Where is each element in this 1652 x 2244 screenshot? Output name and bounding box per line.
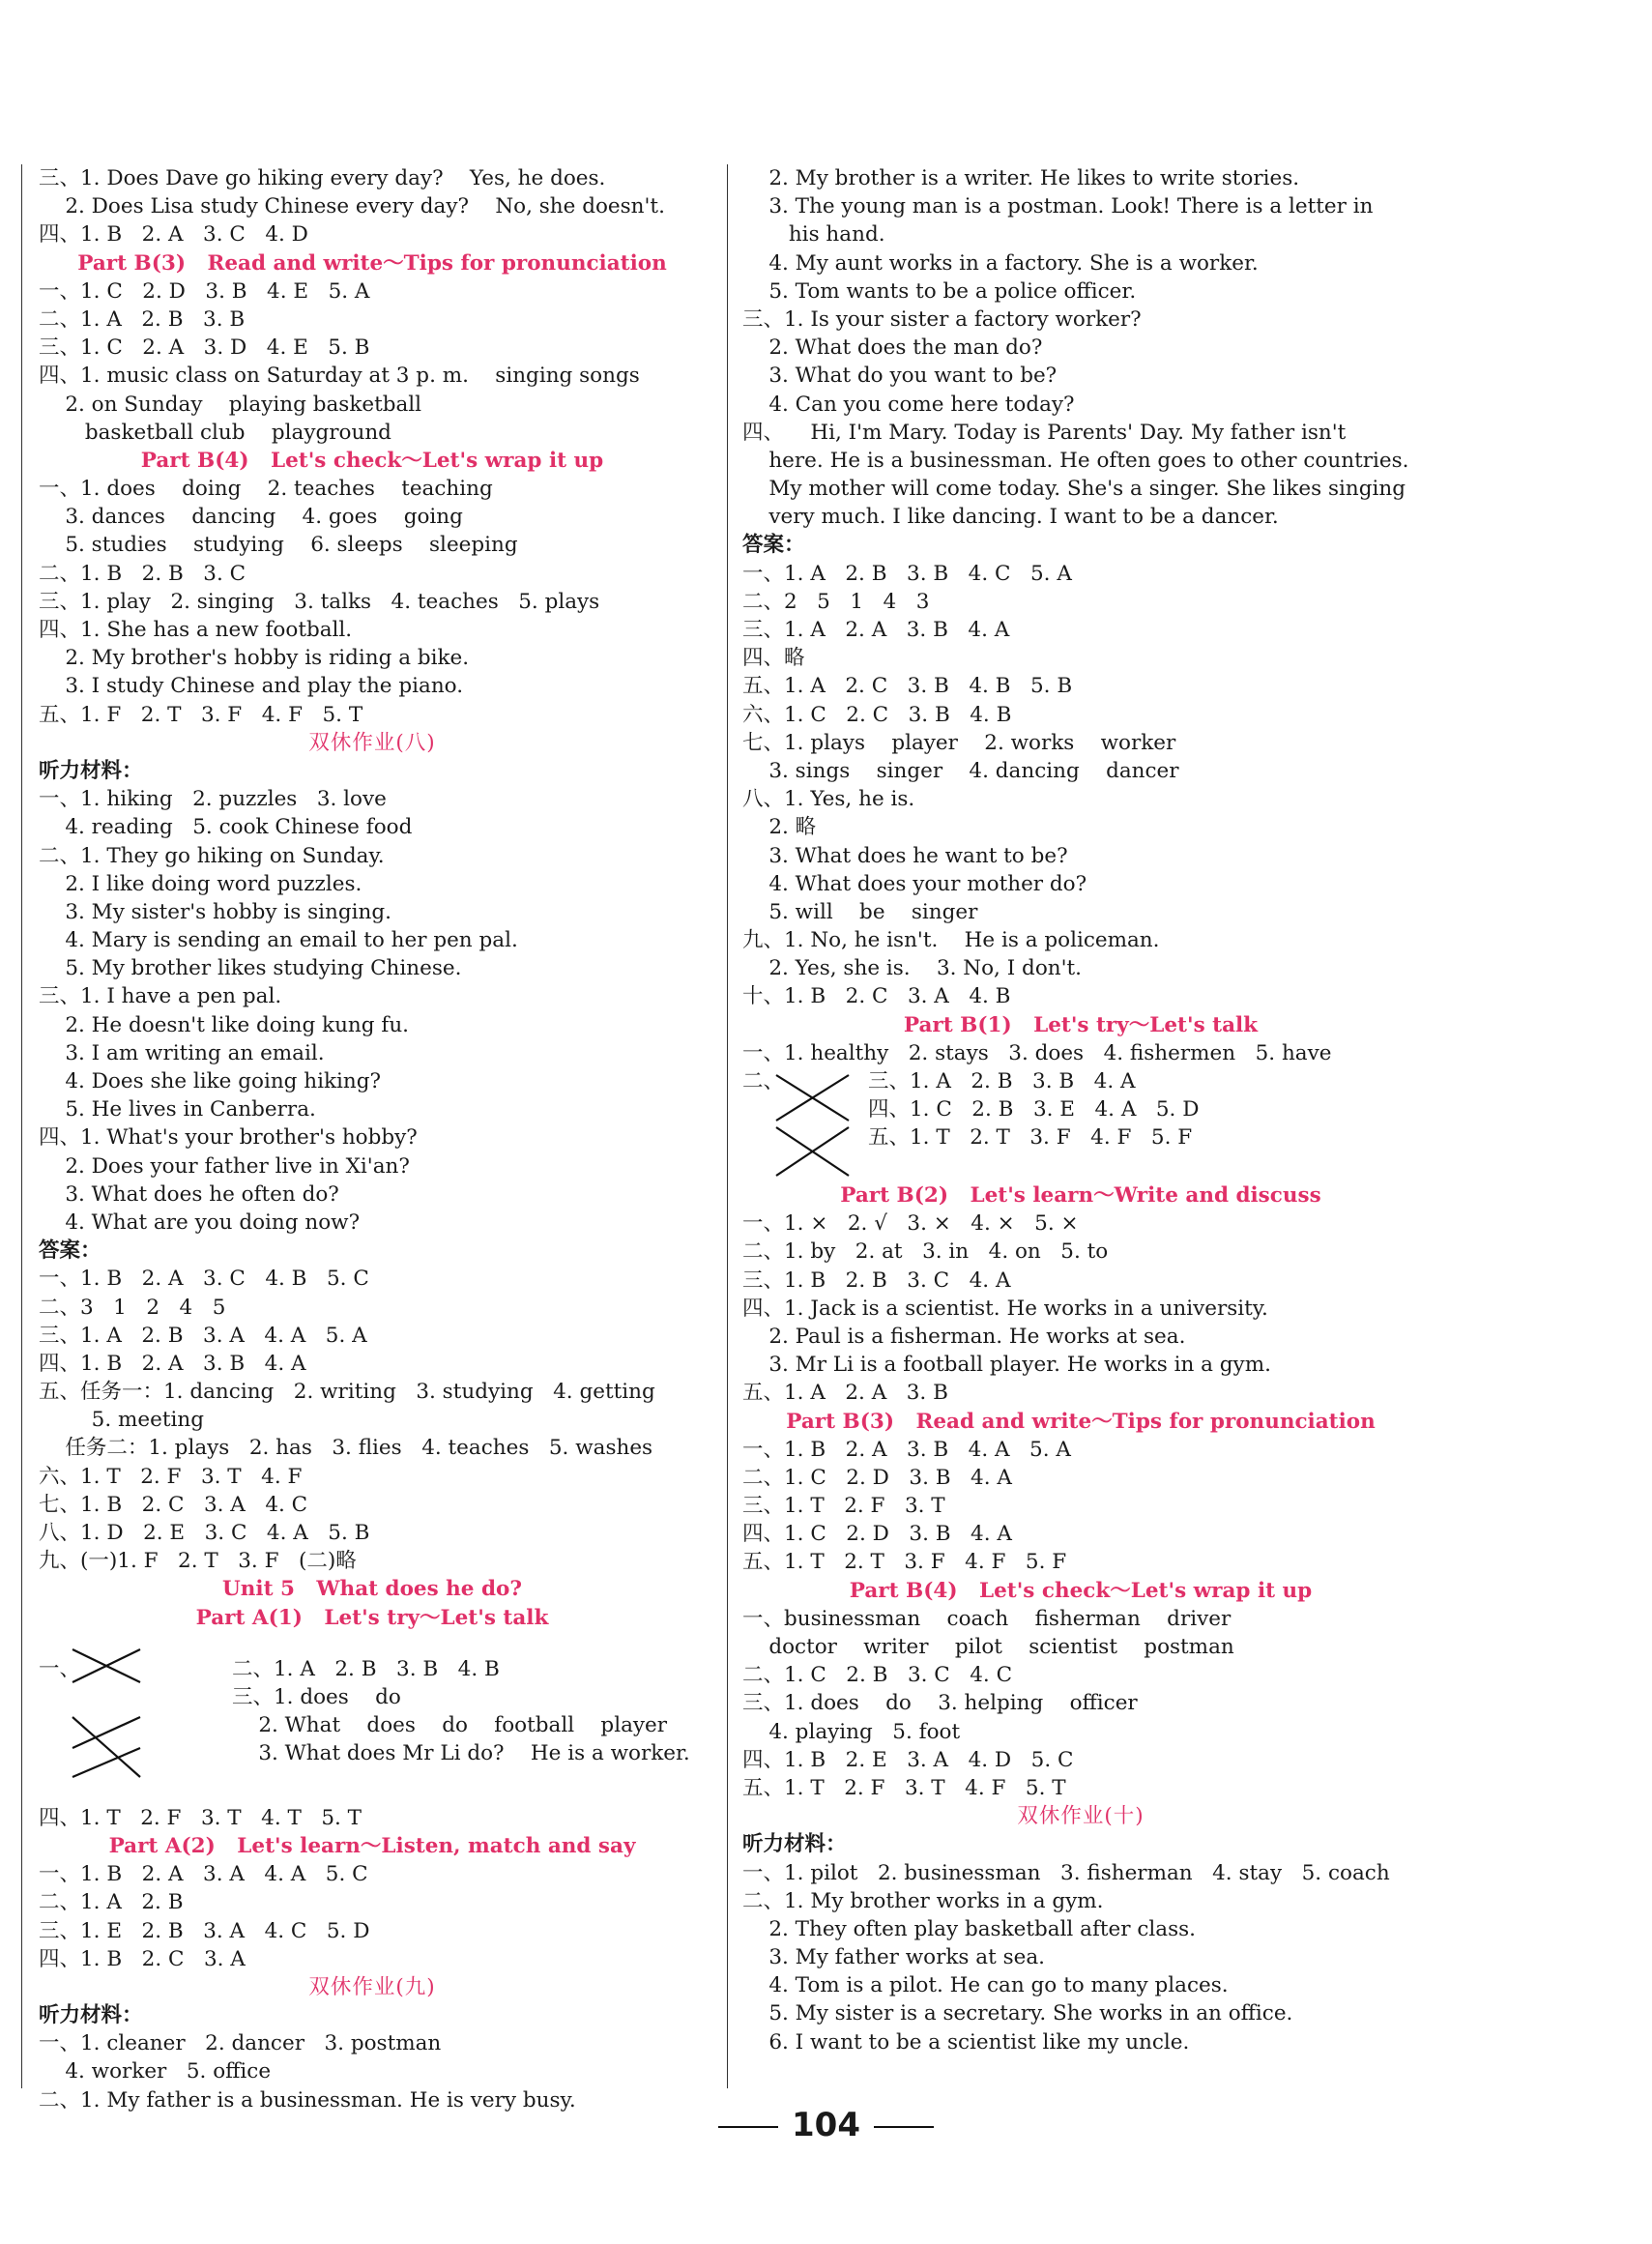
right-column <box>742 164 1419 2056</box>
answer-line: 三、1. Is your sister a factory worker? <box>742 306 1142 332</box>
answer-line: 3. I study Chinese and play the piano. <box>39 674 464 699</box>
answer-line: 一、1. does doing 2. teaches teaching <box>39 477 493 502</box>
answer-line: 四、1. C 2. B 3. E 4. A 5. D <box>868 1097 1200 1122</box>
section-label: 听力材料： <box>39 758 143 783</box>
answer-line: 3. My sister's hobby is singing. <box>39 899 391 924</box>
answer-line: 二、1. A 2. B <box>39 1890 184 1915</box>
answer-line: 三、1. A 2. A 3. B 4. A <box>742 618 1010 642</box>
answer-line: 六、1. T 2. F 3. T 4. F <box>39 1464 303 1489</box>
answer-line: 2. They often play basketball after class. <box>742 1916 1197 1941</box>
page-number: 104 <box>0 2106 1652 2144</box>
answer-line: 五、1. T 2. T 3. F 4. F 5. F <box>742 1550 1067 1575</box>
answer-line: 四、1. Jack is a scientist. He works in a university. <box>742 1296 1268 1321</box>
answer-line: 5. will be singer <box>742 899 978 924</box>
answer-line: 2. I like doing word puzzles. <box>39 871 362 896</box>
answer-line: 3. What does Mr Li do? He is a worker. <box>232 1741 690 1766</box>
match-line <box>72 1717 140 1748</box>
answer-line: 任务二：1. plays 2. has 3. flies 4. teaches 5. washes <box>39 1436 653 1461</box>
answer-line: 一、businessman coach fisherman driver <box>742 1606 1232 1631</box>
answer-line: 4. worker 5. office <box>39 2059 272 2084</box>
answer-line: 一、1. healthy 2. stays 3. does 4. fishermen 5. have <box>742 1040 1332 1065</box>
answer-line: 3. Mr Li is a football player. He works in a gym. <box>742 1353 1271 1378</box>
answer-line: 2. on Sunday playing basketball <box>39 392 422 417</box>
matching-lines-graphic <box>771 1067 878 1181</box>
section-heading: Part A(1) Let's try～Let's talk <box>195 1605 549 1630</box>
answer-line: 三、1. Does Dave go hiking every day? Yes, he does. <box>39 166 606 190</box>
section-heading: Part B(3) Read and write～Tips for pronunciation <box>786 1409 1376 1434</box>
homework-title: 双休作业(九) <box>308 1974 436 1999</box>
answer-line: 2. Paul is a fisherman. He works at sea. <box>742 1324 1186 1349</box>
answer-line: 八、1. D 2. E 3. C 4. A 5. B <box>39 1521 370 1545</box>
match-line <box>72 1748 140 1777</box>
answer-line: 九、(一)1. F 2. T 3. F (二)略 <box>39 1549 357 1574</box>
answer-line: 二、1. They go hiking on Sunday. <box>39 843 385 868</box>
answer-line: 三、1. does do 3. helping officer <box>742 1691 1138 1716</box>
answer-line: 4. Can you come here today? <box>742 392 1075 417</box>
answer-line: doctor writer pilot scientist postman <box>742 1635 1234 1659</box>
answer-line: 四、1. B 2. C 3. A <box>39 1946 246 1971</box>
answer-line: 5. meeting <box>39 1408 204 1433</box>
section-heading: Part B(2) Let's learn～Write and discuss <box>840 1183 1321 1208</box>
answer-line: 三、1. I have a pen pal. <box>39 984 282 1009</box>
answer-line: 五、任务一：1. dancing 2. writing 3. studying 4. getting <box>39 1380 655 1405</box>
unit5-matching-block <box>39 1632 706 1804</box>
homework-title: 双休作业(十) <box>1017 1804 1145 1829</box>
matching-label: 二、 <box>742 1069 785 1093</box>
answer-line: 二、1. C 2. B 3. C 4. C <box>742 1663 1013 1688</box>
answer-line: 2. Does your father live in Xi'an? <box>39 1153 410 1179</box>
section-label: 答案： <box>742 533 805 558</box>
answer-line: 一、1. B 2. A 3. C 4. B 5. C <box>39 1267 369 1292</box>
answer-line: 4. Does she like going hiking? <box>39 1069 382 1093</box>
answer-line: 一、1. B 2. A 3. A 4. A 5. C <box>39 1862 368 1887</box>
answer-line: basketball club playground <box>39 420 391 445</box>
section-label: 听力材料： <box>39 2003 143 2028</box>
answer-line: 三、1. T 2. F 3. T <box>742 1494 945 1519</box>
answer-line: 一、1. B 2. A 3. B 4. A 5. A <box>742 1437 1071 1462</box>
answer-line: 2. He doesn't like doing kung fu. <box>39 1012 410 1037</box>
answer-line: 3. What does he often do? <box>39 1181 339 1207</box>
answer-line: 十、1. B 2. C 3. A 4. B <box>742 984 1011 1009</box>
answer-line: 八、1. Yes, he is. <box>742 787 915 812</box>
answer-line: 3. dances dancing 4. goes going <box>39 505 463 530</box>
answer-line: 2. Does Lisa study Chinese every day? No, she doesn't. <box>39 194 665 219</box>
answer-line: very much. I like dancing. I want to be a dancer. <box>742 505 1279 530</box>
section-heading: Part B(1) Let's try～Let's talk <box>903 1012 1259 1037</box>
answer-line: 四、1. C 2. D 3. B 4. A <box>742 1522 1012 1547</box>
section-label: 答案： <box>39 1239 101 1264</box>
answer-line: 5. He lives in Canberra. <box>39 1097 316 1122</box>
answer-line: 2. What does do football player <box>232 1713 668 1738</box>
answer-line: 二、1. My father is a businessman. He is very busy. <box>39 2087 576 2113</box>
answer-line: 4. My aunt works in a factory. She is a worker. <box>742 250 1259 276</box>
answer-line: 二、1. A 2. B 3. B <box>39 306 246 332</box>
match-line <box>72 1717 140 1777</box>
answer-line: 四、1. She has a new football. <box>39 618 353 642</box>
answer-line: 4. playing 5. foot <box>742 1719 961 1744</box>
answer-line: 二、1. C 2. D 3. B 4. A <box>742 1465 1012 1490</box>
partb1-matching-block <box>742 1067 1419 1181</box>
answer-line: 四、1. T 2. F 3. T 4. T 5. T <box>39 1805 362 1830</box>
answer-line: 3. My father works at sea. <box>742 1945 1045 1970</box>
answer-line: 5. Tom wants to be a police officer. <box>742 278 1137 304</box>
right-section-b <box>742 1181 1419 2056</box>
unit5-answers <box>232 1655 690 1768</box>
answer-line: 五、1. F 2. T 3. F 4. F 5. T <box>39 702 363 727</box>
answer-line: 四、1. B 2. A 3. C 4. D <box>39 222 308 248</box>
homework-title: 双休作业(八) <box>308 730 436 755</box>
answer-line: 4. Tom is a pilot. He can go to many places. <box>742 1973 1229 1998</box>
answer-line: 2. 略 <box>742 815 817 840</box>
answer-line: 四、 Hi, I'm Mary. Today is Parents' Day. My father isn't <box>742 420 1347 445</box>
answer-line: 5. studies studying 6. sleeps sleeping <box>39 533 518 558</box>
section-heading: Unit 5 What does he do? <box>222 1577 522 1602</box>
answer-line: 5. My sister is a secretary. She works in an office. <box>742 2001 1293 2026</box>
answer-line: 一、1. A 2. B 3. B 4. C 5. A <box>742 561 1072 586</box>
answer-line: 四、1. music class on Saturday at 3 p. m. singing songs <box>39 364 640 389</box>
answer-line: 3. The young man is a postman. Look! There is a letter in <box>742 194 1374 219</box>
answer-line: 三、1. play 2. singing 3. talks 4. teaches 5. plays <box>39 589 600 614</box>
left-margin-rule <box>21 164 22 2088</box>
answer-line: 三、1. A 2. B 3. B 4. A <box>868 1069 1136 1093</box>
section-heading: Part A(2) Let's learn～Listen, match and say <box>108 1833 636 1858</box>
answer-line: 四、略 <box>742 646 805 671</box>
answer-line: 五、1. A 2. C 3. B 4. B 5. B <box>742 674 1073 699</box>
answer-line: 2. What does the man do? <box>742 335 1043 361</box>
answer-line: 4. Mary is sending an email to her pen pal. <box>39 928 518 953</box>
answer-line: 二、1. by 2. at 3. in 4. on 5. to <box>742 1239 1109 1265</box>
answer-line: 五、1. T 2. T 3. F 4. F 5. F <box>868 1125 1193 1151</box>
right-section-a <box>742 164 1419 1067</box>
answer-line: 2. Yes, she is. 3. No, I don't. <box>742 956 1082 981</box>
answer-line: 七、1. plays player 2. works worker <box>742 730 1176 755</box>
answer-line: 一、1. hiking 2. puzzles 3. love <box>39 787 387 812</box>
answer-line: 3. What does he want to be? <box>742 843 1068 868</box>
left-section-b <box>39 1804 706 2114</box>
answer-line: 一、1. C 2. D 3. B 4. E 5. A <box>39 278 370 304</box>
left-section-a <box>39 164 706 1632</box>
answer-line: 四、1. What's your brother's hobby? <box>39 1125 418 1151</box>
matching-lines-graphic <box>68 1632 184 1804</box>
answer-line: 二、1. A 2. B 3. B 4. B <box>232 1656 500 1681</box>
answer-line: 4. What are you doing now? <box>39 1209 361 1235</box>
answer-line: 一、1. pilot 2. businessman 3. fisherman 4. stay 5. coach <box>742 1860 1390 1885</box>
answer-line: 六、1. C 2. C 3. B 4. B <box>742 702 1012 727</box>
answer-line: 4. What does your mother do? <box>742 871 1087 896</box>
answer-line: 二、2 5 1 4 3 <box>742 589 930 614</box>
answer-line: 3. I am writing an email. <box>39 1040 325 1065</box>
section-heading: Part B(4) Let's check～Let's wrap it up <box>849 1578 1313 1603</box>
answer-line: 三、1. does do <box>232 1684 401 1709</box>
column-divider <box>727 164 728 2088</box>
left-column <box>39 164 706 2114</box>
answer-line: 二、1. My brother works in a gym. <box>742 1888 1104 1913</box>
answer-line: 6. I want to be a scientist like my uncle. <box>742 2029 1190 2055</box>
answer-line: 三、1. C 2. A 3. D 4. E 5. B <box>39 335 370 361</box>
answer-line: 2. My brother's hobby is riding a bike. <box>39 646 470 671</box>
answer-line: his hand. <box>742 222 885 248</box>
answer-line: 3. What do you want to be? <box>742 364 1058 389</box>
answer-line: 九、1. No, he isn't. He is a policeman. <box>742 928 1160 953</box>
section-label: 听力材料： <box>742 1832 847 1857</box>
partb1-answers <box>868 1067 1199 1152</box>
answer-line: 七、1. B 2. C 3. A 4. C <box>39 1492 308 1517</box>
answer-line: here. He is a businessman. He often goes to other countries. <box>742 448 1409 473</box>
answer-line: 2. My brother is a writer. He likes to write stories. <box>742 166 1300 190</box>
answer-line: 三、1. B 2. B 3. C 4. A <box>742 1268 1011 1293</box>
answer-line: 三、1. E 2. B 3. A 4. C 5. D <box>39 1918 370 1943</box>
answer-line: 4. reading 5. cook Chinese food <box>39 815 413 840</box>
answer-line: 一、1. cleaner 2. dancer 3. postman <box>39 2031 442 2056</box>
section-heading: Part B(3) Read and write～Tips for pronunciation <box>77 250 667 276</box>
answer-line: 二、1. B 2. B 3. C <box>39 561 246 586</box>
answer-line: 四、1. B 2. A 3. B 4. A <box>39 1351 306 1376</box>
answer-line: 五、1. A 2. A 3. B <box>742 1381 948 1406</box>
answer-line: 三、1. A 2. B 3. A 4. A 5. A <box>39 1323 367 1348</box>
answer-line: 四、1. B 2. E 3. A 4. D 5. C <box>742 1747 1074 1772</box>
section-heading: Part B(4) Let's check～Let's wrap it up <box>140 448 604 473</box>
answer-line: My mother will come today. She's a singer. She likes singing <box>742 477 1406 502</box>
answer-line: 五、1. T 2. F 3. T 4. F 5. T <box>742 1775 1066 1800</box>
answer-line: 5. My brother likes studying Chinese. <box>39 956 462 981</box>
answer-line: 一、1. × 2. √ 3. × 4. × 5. × <box>742 1211 1079 1237</box>
answer-line: 二、3 1 2 4 5 <box>39 1295 226 1320</box>
answer-line: 3. sings singer 4. dancing dancer <box>742 758 1179 783</box>
matching-label: 一、 <box>39 1656 81 1681</box>
